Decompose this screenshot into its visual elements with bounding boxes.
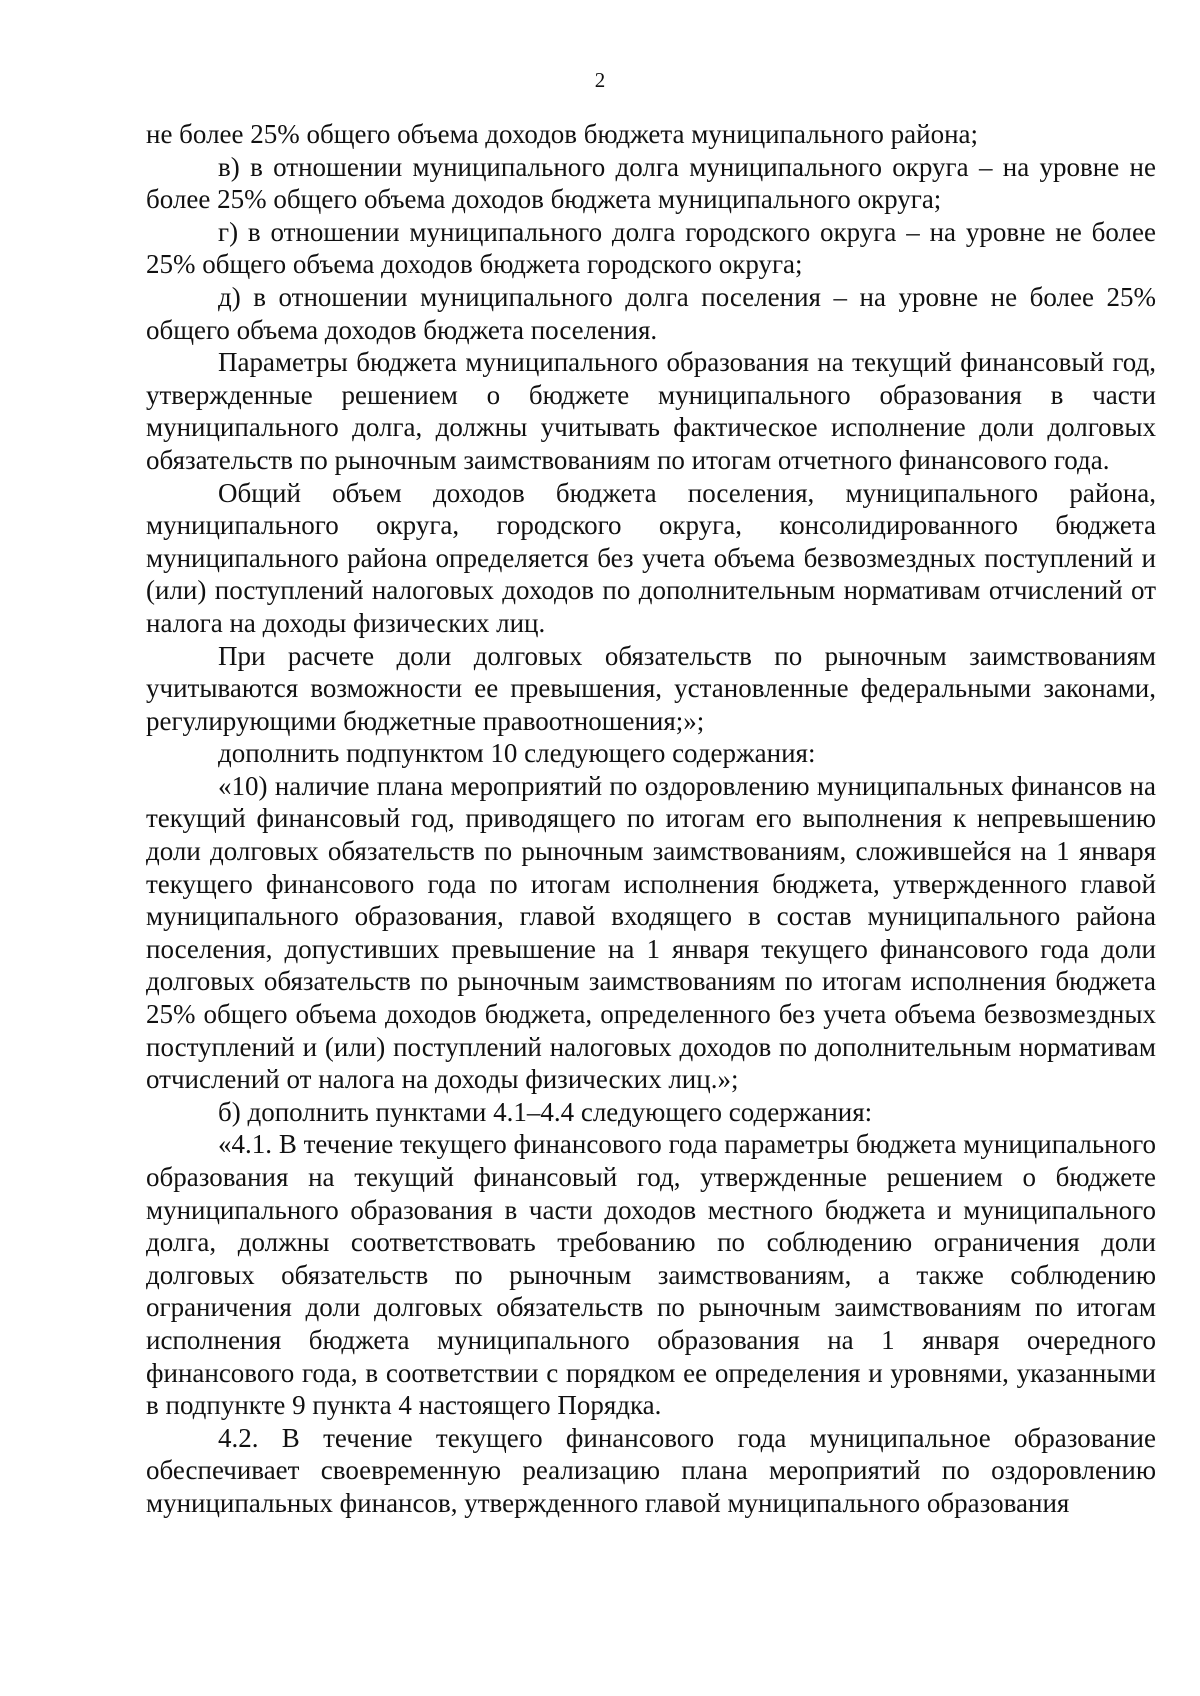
paragraph-debt-share-calculation: При расчете доли долговых обязательств по рыночным заимствованиям учитываются возможности ее превышения, установленные федеральными законами, регулирующими бюджетные правоотношения;»; xyxy=(146,640,1156,736)
paragraph-continuation: не более 25% общего объема доходов бюджета муниципального района; xyxy=(146,119,979,149)
page-number: 2 xyxy=(594,68,606,92)
paragraph-subitem-v: в) в отношении муниципального долга муниципального округа – на уровне не более 25% общего объема доходов бюджета муниципального округа; xyxy=(146,151,1156,215)
paragraph-item-4-1: «4.1. В течение текущего финансового года параметры бюджета муниципального образования на текущий финансовый год, утвержденные решением о бюджете муниципального образования в части доходов местного бюджета и муниципального долга, должны соответствовать требованию по соблюдению ограничения доли долговых обязательств по рыночным заимствованиям, а также соблюдению ограничения доли долговых обязательств по рыночным заимствованиям по итогам исполнения бюджета муниципального образования на 1 января очередного финансового года, в соответствии с порядком ее определения и уровнями, указанными в подпункте 9 пункта 4 настоящего Порядка. xyxy=(146,1129,1156,1421)
paragraph-total-revenue: Общий объем доходов бюджета поселения, муниципального района, муниципального округа, городского округа, консолидированного бюджета муниципального района определяется без учета объема безвозмездных поступлений и (или) поступлений налоговых доходов по дополнительным нормативам отчислений от налога на доходы физических лиц. xyxy=(146,477,1156,638)
paragraph-budget-parameters: Параметры бюджета муниципального образования на текущий финансовый год, утвержденные решением о бюджете муниципального образования в части муниципального долга, должны учитывать фактическое исполнение доли долговых обязательств по рыночным заимствованиям по итогам отчетного финансового года. xyxy=(146,347,1156,475)
paragraph-subitem-d: д) в отношении муниципального долга поселения – на уровне не более 25% общего объема доходов бюджета поселения. xyxy=(146,281,1156,345)
paragraph-subitem-10: «10) наличие плана мероприятий по оздоровлению муниципальных финансов на текущий финансовый год, приводящего по итогам его выполнения к непревышению доли долговых обязательств по рыночным заимствованиям, сложившейся на 1 января текущего финансового года по итогам исполнения бюджета, утвержденного главой муниципального образования, главой входящего в состав муниципального района поселения, допустивших превышение на 1 января текущего финансового года доли долговых обязательств по рыночным заимствованиям по итогам исполнения бюджета 25% общего объема доходов бюджета, определенного без учета объема безвозмездных поступлений и (или) поступлений налоговых доходов по дополнительным нормативам отчислений от налога на доходы физических лиц.»; xyxy=(146,770,1156,1095)
document-body xyxy=(146,118,1156,1520)
paragraph-add-subitem-10: дополнить подпунктом 10 следующего содержания: xyxy=(218,738,816,769)
paragraph-subitem-g: г) в отношении муниципального долга городского округа – на уровне не более 25% общего объема доходов бюджета городского округа; xyxy=(146,216,1156,280)
paragraph-item-4-2: 4.2. В течение текущего финансового года муниципальное образование обеспечивает своевременную реализацию плана мероприятий по оздоровлению муниципальных финансов, утвержденного главой муниципального образования xyxy=(146,1422,1156,1518)
paragraph-add-items-4-1-4-4: б) дополнить пунктами 4.1–4.4 следующего содержания: xyxy=(218,1096,873,1127)
